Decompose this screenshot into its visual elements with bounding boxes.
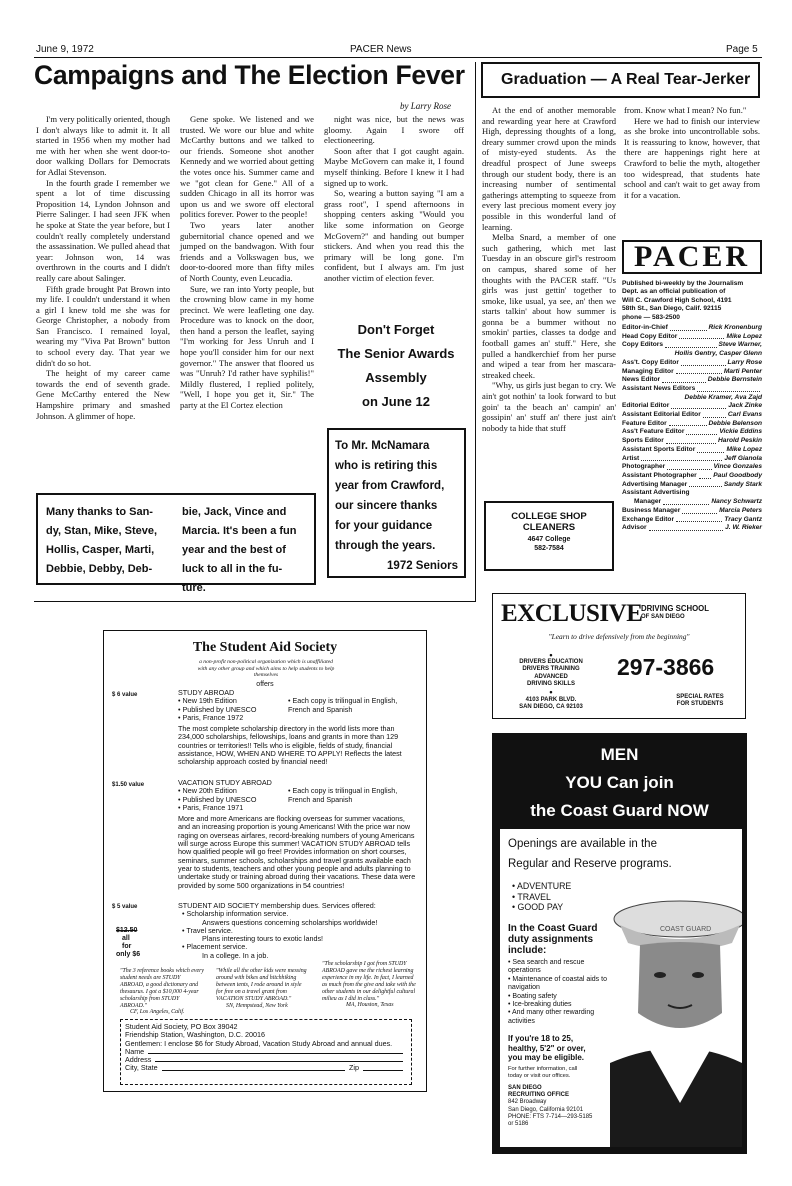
driving-school-label: DRIVING SCHOOL xyxy=(641,604,710,613)
quote-2: "While all the other kids were messing around with bikes and hitchhiking between tents, I rode around in style for free on a travel grant from VACATION STUDY ABROAD." SN, Hempstead, New York xyxy=(216,968,307,1009)
price-1: $ 6 value xyxy=(112,692,138,698)
driving-slogan: "Learn to drive defensively from the beginning" xyxy=(548,632,690,641)
offer-study-abroad: STUDY ABROAD • New 19th Edition • Published by UNESCO • Paris, France 1972 • Each copy is trilingual in English, French and Spanish The most complete scholarship directory in the world lists more than 234,000 scholarships, fellowships, loans and grants in more than 129 countries or territories!! Tells who is eligible, fields of study, financial assistance, HOW, WHEN AND WHERE TO APPLY! Reflects the latest scholarship approach costed by financial need! xyxy=(178,689,418,767)
cg-info: For further information, call today or visit our offices. xyxy=(508,1066,578,1079)
offers-label: offers xyxy=(256,681,274,688)
header-rule xyxy=(34,57,762,58)
page-number: Page 5 xyxy=(726,44,758,55)
cg-duties: • Sea search and rescue operations • Maintenance of coastal aids to navigation • Boating safety • Ice-breaking duties • And many other rewarding activities xyxy=(508,959,607,1025)
order-coupon: Student Aid Society, PO Box 39042 Friendship Station, Washington, D.C. 20016 Gentlemen: I enclose $6 for Study Abroad, Vacation Study Abroad and annual dues. Name Address City, State Zip xyxy=(120,1019,412,1085)
driving-school-ad xyxy=(492,593,746,719)
thanks-box: Many thanks to San- dy, Stan, Mike, Steve, Hollis, Casper, Marti, Debbie, Debby, Deb- bie, Jack, Vince and Marcia. It's been a fun year and the best of luck to all in the fu- ture. xyxy=(36,493,316,585)
price-2: $1.50 value xyxy=(112,782,145,788)
campaign-column-2: Gene spoke. We listened and we trusted. We wore our blue and white McCarthy buttons and we talked to our friends. Someone shot another Kennedy and we worried about getting the votes once his. Summer came and we "got clean for Gene." All of a sudden Chicago in all its horror was upon us and we swore off electoral politics forever. Power to the people! Two years later another gubernitorial chance opened and we jumped on the bandwagon. With four friends and a Volkswagen bus, we door-to-doored more than fifty miles of North County, even Leucadia. Sure, we ran into Yorty people, but the crowning blow came in my home precinct. We were leafleting one day. Procedure was to knock on the door, then hand a person the leaflet, saying "I'm working for Jess Unruh and I hope you'll consider him for our next governor." The answer that floored us was "Unruh? I'd rather have syphilis!" Mildly flustered, I replied politely, "Well, I hope you get it, Sir." The party at the El Cortez election xyxy=(180,114,314,411)
cg-heading-1: MEN xyxy=(600,745,639,764)
cg-office: SAN DIEGO RECRUITING OFFICE 842 Broadway San Diego, California 92101 PHONE: FTS 7-714—293-5185 or 5186 xyxy=(508,1085,593,1128)
issue-date: June 9, 1972 xyxy=(36,44,94,55)
student-aid-title: The Student Aid Society xyxy=(192,640,338,655)
staff-list: Editor-in-Chief Rick Kronenburg Head Copy Editor Mike Lopez Copy Editors Steve Warner, Hollis Gentry, Casper Glenn Ass't. Copy Editor Larry Rose Managing Editor Marti Penter News Editor Debbie Bernstein Assistant News Editors Debbie Kramer, Ava Zajd Editorial Editor Jack Zinke Assistant Editorial Editor Carl Evans Feature Editor Debbie Belenson Ass't Feature Editor Vickie Eddins Sports Editor Harold Peskin Assistant Sports Editor Mike Lopez Artist Jeff Gianola Photographer Vince Gonzales Assistant Photographer Paul Goodbody Advertising Manager Sandy Stark Assistant Advertising Manager Nancy Schwartz Business Manager Marcia Peters Exchange Editor Tracy Gantz Advisor J. W. Rieker xyxy=(622,324,762,532)
cg-openings: Openings are available in the Regular and Reserve programs. xyxy=(508,838,672,870)
paper-name: PACER News xyxy=(350,44,412,55)
driving-services: • DRIVERS EDUCATION DRIVERS TRAINING ADVANCED DRIVING SKILLS • 4103 PARK BLVD. SAN DIEGO, CA 92103 xyxy=(519,650,583,711)
offer-vacation-study: VACATION STUDY ABROAD • New 20th Edition • Published by UNESCO • Paris, France 1971 • Each copy is trilingual in English, French and Spanish More and more Americans are flocking overseas for summer vacations, and an increasing proportion is young Americans! With the price war now raging on overseas airfares, record-breaking numbers of young Americans will surge across Europe this summer! VACATION STUDY ABROAD tells how qualified people will go free! Provides information on short courses, seminars, summer schools, scholarships and travel grants available each year to students, teachers and other young people and adults planning to undertake study or training abroad during their vacations. These data were provided by some 500 organizations in 54 countries! xyxy=(178,779,418,890)
mcnamara-box: To Mr. McNamara who is retiring this year from Crawford, our sincere thanks for your guidance through the years. 1972 Seniors xyxy=(327,428,466,578)
graduation-column-2: from. Know what I mean? No fun." Here we had to finish our interview as she broke into uncontrollable sobs. It is reassuring to know, however, that there are happenings right here at Crawford to belie the myth, altogether too widespread, that students hate school and can't wait to get away from it for a vacation. xyxy=(624,105,760,200)
pacer-logo: PACER xyxy=(622,240,762,274)
graduation-headline-box xyxy=(481,62,760,98)
awards-notice: Don't Forget The Senior Awards Assembly on June 12 xyxy=(337,322,455,409)
campaign-byline: by Larry Rose xyxy=(400,101,451,111)
cg-duty-heading: In the Coast Guard duty assignments include: xyxy=(508,923,598,956)
campaign-column-1: I'm very politically oriented, though I don't always like to admit it. It all started in 1956 when my mother had me with her when she went door-to-door walking Dollars for Democrats for Adlai Stevenson. In the fourth grade I remember we spent a lot of time discussing Proposition 14, Lyndon Johnson and Pierre Salinger. I had seen JFK when he spoke at State the year before, but I couldn't really completely understand the assassination. We pulled ahead that year: Johnson won, 14 was overthrown in the courts and I didn't really care about Salinger. Fifth grade brought Pat Brown into my life. I couldn't understand it when a girl I knew told me she was for George Christopher, a nobody from San Francisco. I remained loyal, wearing my "Viva Pat Brown" button to school every day. That year we didn't do so hot. The height of my career came towards the end of seventh grade. Gene McCarthy entered the New Hampshire primary and smashed Johnson. A glimmer of hope. xyxy=(36,114,170,421)
quote-1: "The 3 reference books which every student needs are STUDY ABROAD, a good dictionary and thesaurus. I got a $10,000 4-year scholarship from STUDY ABROAD." CF, Los Angeles, Calif. xyxy=(120,968,204,1016)
name-field: Name xyxy=(125,1048,407,1056)
graduation-column-1: At the end of another memorable and rewarding year here at Crawford High, depressing thoughts of a long, dreary summer crowd upon the minds of misty-eyed students. As the dreadful prospect of June sweeps through our student body, there is an increasing number of sentimental gatherings attempting to squeeze from every last precious moment every joy possible in this wonderful land of learning. Melba Snard, a member of one such gathering, which met last Tuesday in an obscure girl's restroom on campus, shared some of her thoughts with the PACER staff. "Us girls was just gettin' together to smoke, like usual, ya see, an' then we starts talkin' about how summer is gonna be a bummer without no smokin' parties, classes ta dodge and football games an' stuff." Here, she pulled a handkerchief from her purse and wiped a tear from her mascara-streaked cheek. "Why, us girls just began to cry. We ain't got nothin' ta look forward to but goin' ta the beach an' campin' an' gossipin' an' stuff an' there just ain't nobody ta hide that stuff xyxy=(482,105,616,433)
cg-heading-2: YOU Can join xyxy=(565,773,674,792)
quote-3: "The scholarship I got from STUDY ABROAD gave me the richest learning experience in my life. In fact, I learned as much from the give and take with the other students in our delightful cultural milieu as I did in class." MA, Houston, Texas xyxy=(322,961,416,1009)
college-shop-ad: COLLEGE SHOP CLEANERS 4647 College 582-7584 xyxy=(484,501,614,571)
column-rule xyxy=(475,62,476,602)
city-field: City, State Zip xyxy=(125,1064,407,1072)
driving-phone: 297-3866 xyxy=(617,654,715,680)
campaign-column-3: night was nice, but the news was gloomy. Again I swore off electioneering. Soon after that I got caught again. Maybe McGovern can make it, I found myself thinking. Before I knew it I had signed up to work. So, wearing a button saying "I am a grass root", I spend afternoons in shopping centers asking "Would you like some information on George McGovern?" and handing out bumper stickers. And when you read this the primary will be long gone. I'm confident, but I always am. I'm just another victim of election fever. xyxy=(324,114,464,283)
total-price: $12.50 all for only $6 xyxy=(116,927,141,958)
driving-rates: SPECIAL RATES FOR STUDENTS xyxy=(676,694,724,708)
graduation-headline: Graduation — A Real Tear-Jerker xyxy=(501,71,751,88)
address-field: Address xyxy=(125,1056,407,1064)
student-aid-ad xyxy=(103,630,427,1092)
price-3: $ 5 value xyxy=(112,904,138,910)
masthead xyxy=(622,240,762,533)
cg-eligibility: If you're 18 to 25, healthy, 5'2" or over, you may be eligible. xyxy=(508,1034,586,1062)
campaign-headline: Campaigns and The Election Fever xyxy=(34,60,465,90)
cg-perks: • ADVENTURE • TRAVEL • GOOD PAY xyxy=(512,881,572,912)
sailor-photo xyxy=(610,893,742,1147)
section-rule xyxy=(34,601,475,602)
cap-band-text: COAST GUARD xyxy=(660,926,712,933)
cg-heading-3: the Coast Guard NOW xyxy=(530,801,709,820)
driving-school-city: OF SAN DIEGO xyxy=(641,614,685,620)
driving-school-name: EXCLUSIVE xyxy=(501,600,643,627)
offer-membership: STUDENT AID SOCIETY membership dues. Services offered: • Scholarship information service. Answers questions concerning scholarships worldwide! • Travel service. Plans interesting tours to exotic lands! • Placement service. In a college. In a job. xyxy=(178,901,378,960)
coast-guard-ad xyxy=(492,733,747,1154)
masthead-info: Published bi-weekly by the Journalism Dept. as an official publication of Will C. Crawford High School, 4191 58th St., San Diego, Calif. 92115 phone — 583-2500 xyxy=(622,280,744,321)
student-aid-subtitle: a non-profit non-political organization which is unaffiliated with any other group and which aims to help students to help themselves xyxy=(197,659,335,679)
